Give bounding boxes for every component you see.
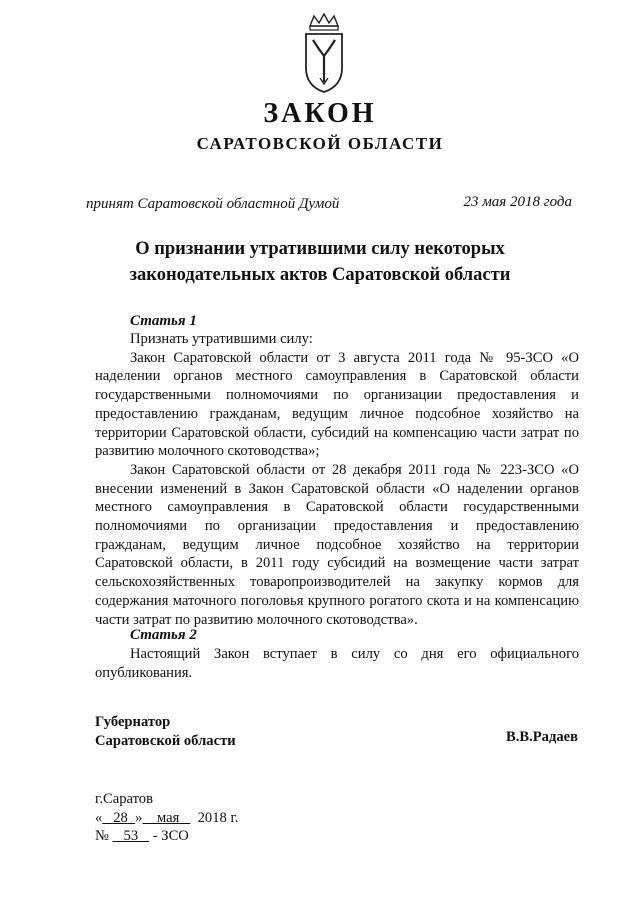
- adoption-date: 23 мая 2018 года: [463, 194, 572, 210]
- article-1-title: Статья 1: [130, 313, 197, 329]
- footer-date-day: 28: [113, 809, 128, 826]
- signatory-position-line1: Губернатор: [95, 714, 171, 730]
- article-2-title: Статья 2: [130, 627, 197, 643]
- adopted-by: принят Саратовской областной Думой: [86, 196, 340, 212]
- footer-number: № 53 - ЗСО: [95, 828, 189, 844]
- article-1-body: [95, 330, 579, 629]
- article-2-text: Настоящий Закон вступает в силу со дня его официального опубликования.: [95, 646, 579, 681]
- law-heading-line1: О признании утратившими силу некоторых: [135, 239, 505, 259]
- signatory-position: [95, 713, 236, 751]
- footer-date: « 28 » мая 2018 г.: [95, 809, 239, 826]
- article-1-paragraph-2: Закон Саратовской области от 28 декабря 2011 года № 223-ЗСО «О внесении изменений в Закон Саратовской области «О наделении органов местного самоуправления в Саратовской области государственными полномочиями по организации предоставления и предоставлению гражданам, ведущим личное подсобное хозяйство на территории Саратовской области, в 2011 году субсидий на возмещение части затрат сельскохозяйственных товаропроизводителей на закупку кормов для содержания маточного поголовья крупного рогатого скота и на компенсацию части затрат по развитию молочного скотоводства».: [95, 461, 579, 628]
- footer-number-value: 53: [123, 828, 139, 844]
- footer-date-month: мая: [157, 809, 180, 826]
- law-heading: [100, 236, 540, 288]
- signatory-name: В.В.Радаев: [505, 729, 578, 745]
- signatory-position-line2: Саратовской области: [95, 733, 236, 749]
- law-region: САРАТОВСКОЙ ОБЛАСТИ: [196, 134, 444, 153]
- saratov-coat-of-arms-icon: [298, 12, 350, 96]
- footer-city: г.Саратов: [95, 791, 153, 807]
- article-1-paragraph-1: Закон Саратовской области от 3 августа 2011 года № 95-ЗСО «О наделении органов местного самоуправления в Саратовской области государственными полномочиями по организации предоставления и предоставлению гражданам, ведущим личное подсобное хозяйство на территории Саратовской области, субсидий на компенсацию части затрат по развитию молочного скотоводства»;: [95, 349, 579, 460]
- footer-date-year: 2018 г.: [197, 809, 239, 826]
- law-title: ЗАКОН: [263, 98, 377, 129]
- article-2-body: [95, 645, 579, 682]
- document-footer: [95, 790, 238, 846]
- article-1-intro: Признать утратившими силу:: [130, 331, 313, 347]
- law-heading-line2: законодательных актов Саратовской области: [129, 265, 511, 285]
